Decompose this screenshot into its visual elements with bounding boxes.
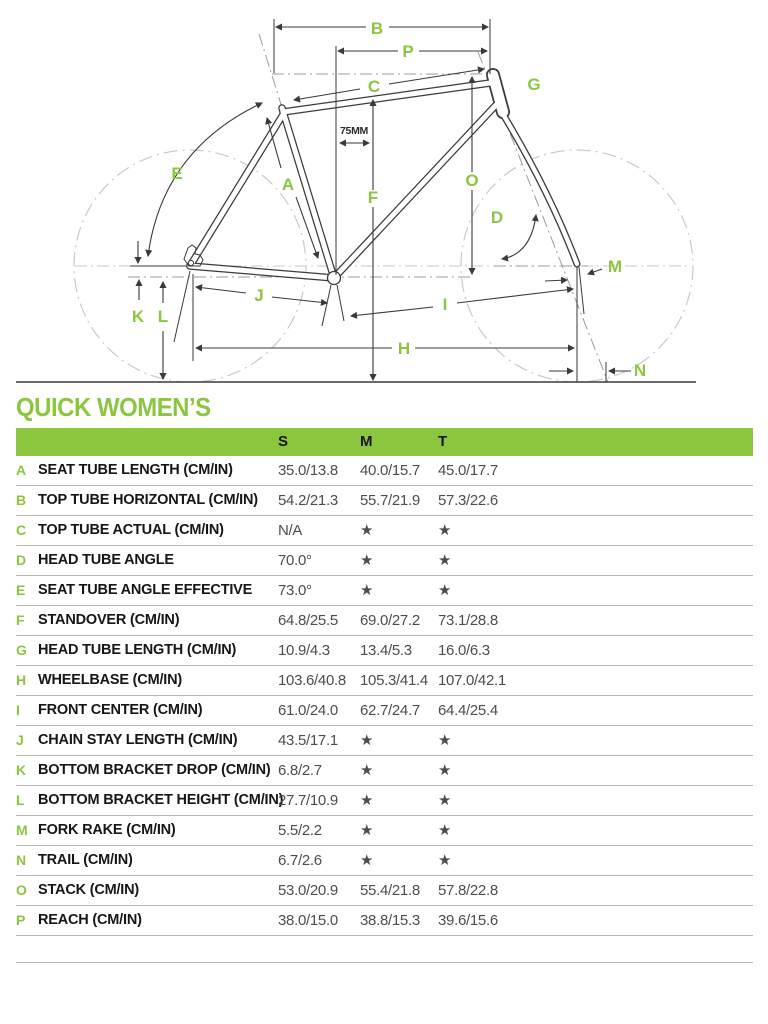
table-spacer-row xyxy=(16,936,753,963)
row-letter: L xyxy=(16,792,25,808)
row-value-t: ★ xyxy=(438,762,452,779)
diagram-label-P: P xyxy=(402,42,414,61)
dim-m-right-arrow xyxy=(588,269,602,274)
row-label: STANDOVER (CM/IN) xyxy=(38,612,180,628)
row-label: SEAT TUBE LENGTH (CM/IN) xyxy=(38,462,233,478)
row-letter: D xyxy=(16,552,27,568)
row-value-t: ★ xyxy=(438,732,452,749)
row-letter: B xyxy=(16,492,27,508)
row-label: TRAIL (CM/IN) xyxy=(38,852,133,868)
row-label: SEAT TUBE ANGLE EFFECTIVE xyxy=(38,582,253,598)
size-header-m: M xyxy=(360,433,373,450)
table-row xyxy=(16,576,753,606)
table-row xyxy=(16,456,753,486)
table-row xyxy=(16,636,753,666)
row-value-t: ★ xyxy=(438,792,452,809)
dim-m-left-arrow xyxy=(545,280,567,281)
table-row xyxy=(16,786,753,816)
row-value-t: ★ xyxy=(438,852,452,869)
row-value-m: 105.3/41.4 xyxy=(360,672,428,689)
table-row xyxy=(16,756,753,786)
row-label: FORK RAKE (CM/IN) xyxy=(38,822,176,838)
row-label: TOP TUBE ACTUAL (CM/IN) xyxy=(38,522,224,538)
bottom-bracket xyxy=(328,272,341,285)
size-header-t: T xyxy=(438,433,448,450)
row-value-m: 62.7/24.7 xyxy=(360,702,420,719)
row-value-m: 40.0/15.7 xyxy=(360,462,420,479)
diagram-label-D: D xyxy=(490,208,504,227)
table-row xyxy=(16,876,753,906)
row-value-s: 35.0/13.8 xyxy=(278,462,338,479)
row-value-m: ★ xyxy=(360,582,374,599)
row-value-m: ★ xyxy=(360,822,374,839)
row-value-s: 64.8/25.5 xyxy=(278,612,338,629)
size-header-bar xyxy=(16,428,753,456)
table-row xyxy=(16,696,753,726)
row-letter: M xyxy=(16,822,28,838)
dim-c-right xyxy=(389,69,484,84)
row-label: BOTTOM BRACKET DROP (CM/IN) xyxy=(38,762,271,778)
row-value-s: 54.2/21.3 xyxy=(278,492,338,509)
geometry-sheet xyxy=(16,394,753,963)
diagram-label-M: M xyxy=(607,257,623,276)
row-label: TOP TUBE HORIZONTAL (CM/IN) xyxy=(38,492,258,508)
row-label: CHAIN STAY LENGTH (CM/IN) xyxy=(38,732,238,748)
row-value-s: 6.8/2.7 xyxy=(278,762,322,779)
row-value-t: 45.0/17.7 xyxy=(438,462,498,479)
diagram-label-K: K xyxy=(131,307,145,326)
row-value-s: N/A xyxy=(278,522,303,539)
table-row xyxy=(16,906,753,936)
crank-arm-left xyxy=(322,285,331,326)
row-letter: C xyxy=(16,522,27,538)
row-letter: H xyxy=(16,672,27,688)
row-label: HEAD TUBE LENGTH (CM/IN) xyxy=(38,642,237,658)
row-value-m: 38.8/15.3 xyxy=(360,912,420,929)
row-label: FRONT CENTER (CM/IN) xyxy=(38,702,203,718)
row-value-m: ★ xyxy=(360,522,374,539)
diagram-label-E: E xyxy=(171,164,183,183)
row-value-s: 38.0/15.0 xyxy=(278,912,338,929)
diagram-label-H: H xyxy=(397,339,411,358)
row-value-t: 57.8/22.8 xyxy=(438,882,498,899)
row-value-m: 69.0/27.2 xyxy=(360,612,420,629)
row-value-t: 64.4/25.4 xyxy=(438,702,498,719)
rear-axle xyxy=(188,260,193,265)
table-row xyxy=(16,816,753,846)
table-row xyxy=(16,486,753,516)
diagram-callouts xyxy=(132,19,646,380)
row-value-s: 27.7/10.9 xyxy=(278,792,338,809)
diagram-label-C: C xyxy=(367,77,381,96)
table-row xyxy=(16,516,753,546)
rear-slant-line xyxy=(174,271,190,342)
fork-blade-line xyxy=(579,267,584,314)
row-letter: A xyxy=(16,462,27,478)
diagram-label-G: G xyxy=(527,75,541,94)
row-letter: P xyxy=(16,912,26,928)
row-label: STACK (CM/IN) xyxy=(38,882,140,898)
row-value-s: 73.0° xyxy=(278,582,312,599)
row-value-t: 39.6/15.6 xyxy=(438,912,498,929)
table-row xyxy=(16,726,753,756)
geometry-diagram-svg xyxy=(0,0,768,392)
row-label: BOTTOM BRACKET HEIGHT (CM/IN) xyxy=(38,792,284,808)
page-title: QUICK WOMEN’S xyxy=(16,392,211,422)
row-letter: N xyxy=(16,852,27,868)
diagram-label-O: O xyxy=(465,171,479,190)
row-value-t: 16.0/6.3 xyxy=(438,642,490,659)
row-value-s: 103.6/40.8 xyxy=(278,672,346,689)
dim-i-right xyxy=(457,289,573,303)
table-row xyxy=(16,606,753,636)
row-value-t: ★ xyxy=(438,582,452,599)
row-value-t: 73.1/28.8 xyxy=(438,612,498,629)
diagram-label-N: N xyxy=(633,361,647,380)
table-row xyxy=(16,846,753,876)
row-value-s: 61.0/24.0 xyxy=(278,702,338,719)
diagram-label-J: J xyxy=(254,286,264,305)
diagram-label-L: L xyxy=(157,307,169,326)
row-value-t: 57.3/22.6 xyxy=(438,492,498,509)
row-value-m: ★ xyxy=(360,792,374,809)
table-row xyxy=(16,546,753,576)
row-value-t: ★ xyxy=(438,522,452,539)
head-angle-arc xyxy=(502,215,536,259)
dim-j-left xyxy=(196,287,246,293)
row-letter: I xyxy=(16,702,20,718)
row-letter: F xyxy=(16,612,25,628)
bike-geometry-diagram xyxy=(0,0,768,392)
row-value-m: ★ xyxy=(360,552,374,569)
row-value-s: 6.7/2.6 xyxy=(278,852,322,869)
dim-j-right xyxy=(272,297,327,303)
frame-outline xyxy=(190,75,577,278)
diagram-label-A: A xyxy=(281,175,295,194)
diagram-label-I: I xyxy=(442,295,448,314)
row-value-m: ★ xyxy=(360,852,374,869)
row-value-m: ★ xyxy=(360,762,374,779)
crank-arm-right xyxy=(337,285,344,321)
geometry-table-body xyxy=(16,456,753,936)
row-value-s: 5.5/2.2 xyxy=(278,822,322,839)
row-value-m: ★ xyxy=(360,732,374,749)
row-value-t: ★ xyxy=(438,552,452,569)
diagram-label-F: F xyxy=(367,188,379,207)
row-value-m: 13.4/5.3 xyxy=(360,642,412,659)
row-value-s: 43.5/17.1 xyxy=(278,732,338,749)
diagram-label-B: B xyxy=(370,19,384,38)
row-letter: J xyxy=(16,732,24,748)
row-letter: G xyxy=(16,642,27,658)
dim-i-left xyxy=(351,307,433,316)
row-value-s: 10.9/4.3 xyxy=(278,642,330,659)
table-row xyxy=(16,666,753,696)
row-letter: K xyxy=(16,762,27,778)
row-label: REACH (CM/IN) xyxy=(38,912,142,928)
dim-c-left xyxy=(294,89,360,100)
row-value-t: 107.0/42.1 xyxy=(438,672,506,689)
row-value-s: 70.0° xyxy=(278,552,312,569)
row-value-t: ★ xyxy=(438,822,452,839)
row-value-m: 55.7/21.9 xyxy=(360,492,420,509)
row-label: WHEELBASE (CM/IN) xyxy=(38,672,183,688)
row-value-s: 53.0/20.9 xyxy=(278,882,338,899)
row-letter: O xyxy=(16,882,27,898)
annotation-75mm: 75MM xyxy=(340,125,368,137)
row-value-m: 55.4/21.8 xyxy=(360,882,420,899)
row-label: HEAD TUBE ANGLE xyxy=(38,552,174,568)
size-header-s: S xyxy=(278,433,289,450)
row-letter: E xyxy=(16,582,26,598)
